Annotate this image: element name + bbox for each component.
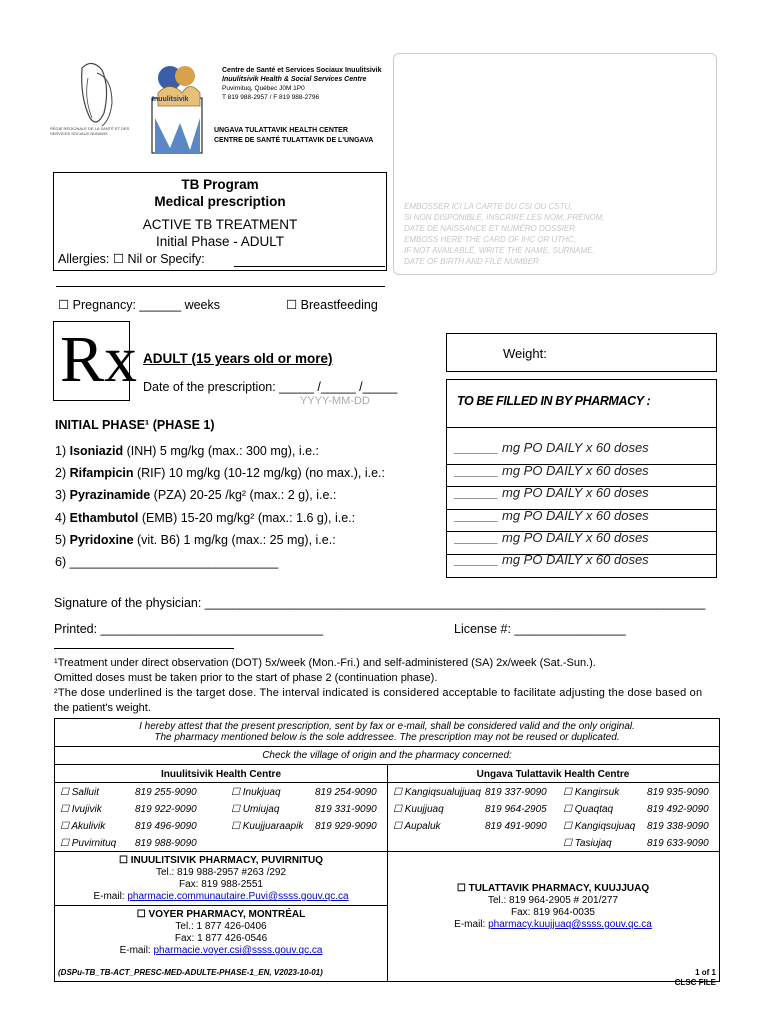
drug-row <box>55 533 336 547</box>
pharmacy-tel: Tel.: 819 988-2957 #263 /292 <box>155 867 287 878</box>
embosser-line: SI NON DISPONIBLE, INSCRIRE LES NOM, PRÉNOM, <box>404 213 605 222</box>
weight-box[interactable] <box>446 333 717 372</box>
pharmacy-voyer[interactable] <box>55 909 387 957</box>
inuulitsivik-logo <box>150 58 205 158</box>
embosser-area <box>393 53 717 275</box>
adult-rest: (15 years old or more) <box>187 351 333 366</box>
village-phone: 819 922-9090 <box>135 804 197 815</box>
divider <box>387 764 388 981</box>
village-checkbox[interactable]: ☐ Kangirsuk <box>563 787 620 798</box>
village-phone: 819 491-9090 <box>485 821 547 832</box>
drug-row <box>55 444 319 458</box>
drug-detail: (PZA) 20-25 /kg² (max.: 2 g), i.e.: <box>150 488 337 502</box>
file-label: CLSC FILE <box>674 978 716 987</box>
pharmacy-title: TO BE FILLED IN BY PHARMACY : <box>457 394 651 408</box>
drug-num: 6) <box>55 555 67 569</box>
village-phone: 819 988-9090 <box>135 838 197 849</box>
drug-num: 1) <box>55 444 67 458</box>
village-checkbox[interactable]: ☐ Inukjuaq <box>231 787 281 798</box>
rx-symbol: Rx <box>60 323 138 396</box>
tb-program: TB Program <box>181 177 259 192</box>
village-checkbox[interactable]: ☐ Akulivik <box>60 821 106 832</box>
village-checkbox[interactable]: ☐ Kuujjuaraapik <box>231 821 304 832</box>
drug-row <box>55 488 336 502</box>
embosser-text <box>404 201 604 267</box>
pharmacy-kuujjuaq[interactable] <box>387 883 719 931</box>
check-village: Check the village of origin and the pharmacy concerned: <box>262 750 512 761</box>
village-phone: 819 254-9090 <box>315 787 377 798</box>
drug-name: Pyridoxine <box>69 533 134 547</box>
ungava-line-2: CENTRE DE SANTÉ TULATTAVIK DE L'UNGAVA <box>214 137 374 144</box>
tb-subtitle <box>54 216 386 250</box>
pregnancy-field[interactable]: ☐ Pregnancy: ______ weeks <box>58 298 220 312</box>
pharmacy-title: ☐ VOYER PHARMACY, MONTRÉAL <box>136 909 306 920</box>
page-number: 1 of 1 <box>695 968 716 977</box>
drug-num: 4) <box>55 511 67 525</box>
initial-phase-heading: INITIAL PHASE¹ (PHASE 1) <box>55 418 215 432</box>
village-checkbox[interactable]: ☐ Puvirnituq <box>60 838 117 849</box>
drug-name: Rifampicin <box>69 466 134 480</box>
pharmacy-email-link[interactable]: pharmacy.kuujjuaq@ssss.gouv.qc.ca <box>488 919 652 930</box>
embosser-line: DATE OF BIRTH AND FILE NUMBER <box>404 257 539 266</box>
village-checkbox[interactable]: ☐ Kuujjuaq <box>393 804 444 815</box>
dose-6[interactable]: ______ mg PO DAILY x 60 doses <box>455 552 649 567</box>
inuulitsivik-logo-label: Inuulitsivik <box>152 96 189 103</box>
drug-num: 5) <box>55 533 67 547</box>
pharmacy-fax: Fax: 819 988-2551 <box>179 879 263 890</box>
pharmacy-tel: Tel.: 819 964-2905 # 201/277 <box>487 895 619 906</box>
email-label: E-mail: <box>119 945 154 956</box>
village-phone: 819 338-9090 <box>647 821 709 832</box>
drug-detail: (vit. B6) 1 mg/kg (max.: 25 mg), i.e.: <box>133 533 336 547</box>
date-format-hint: YYYY-MM-DD <box>300 395 370 407</box>
drug-row <box>55 511 355 525</box>
village-phone: 819 331-9090 <box>315 804 377 815</box>
attest-line-2: The pharmacy mentioned below is the sole addressee. The prescription may not be reused or duplicated. <box>154 732 620 743</box>
allergies-line <box>234 266 385 267</box>
village-checkbox[interactable]: ☐ Aupaluk <box>393 821 441 832</box>
dose-3[interactable]: ______ mg PO DAILY x 60 doses <box>455 485 649 500</box>
tb-phase: Initial Phase - ADULT <box>155 234 285 249</box>
village-phone: 819 492-9090 <box>647 804 709 815</box>
dose-4[interactable]: ______ mg PO DAILY x 60 doses <box>455 508 649 523</box>
tb-title <box>54 176 386 210</box>
page-info <box>675 968 716 988</box>
email-label: E-mail: <box>93 891 128 902</box>
village-checkbox[interactable]: ☐ Kangiqsujuaq <box>563 821 636 832</box>
village-checkbox[interactable]: ☐ Salluit <box>60 787 99 798</box>
divider <box>55 905 387 906</box>
embosser-line: EMBOSSER ICI LA CARTE DU CSI OU CSTU, <box>404 202 573 211</box>
ungava-line-1: UNGAVA TULATTAVIK HEALTH CENTER <box>214 127 348 134</box>
drug-detail: (EMB) 15-20 mg/kg² (max.: 1.6 g), i.e.: <box>138 511 356 525</box>
pharmacy-email-link[interactable]: pharmacie.communautaire.Puvi@ssss.gouv.qc.ca <box>127 891 349 902</box>
nunavik-logo-text: RÉGIE RÉGIONALE DE LA SANTÉ ET DES SERVICES SOCIAUX NUNAVIK <box>50 126 130 136</box>
embosser-line: IF NOT AVAILABLE, WRITE THE NAME, SURNAME, <box>404 246 595 255</box>
footnote-2: Omitted doses must be taken prior to the start of phase 2 (continuation phase). <box>54 672 438 684</box>
embosser-line: EMBOSS HERE THE CARD OF IHC OR UTHC, <box>404 235 576 244</box>
org-line-1: Centre de Santé et Services Sociaux Inuulitsivik <box>222 67 382 74</box>
embosser-line: DATE DE NAISSANCE ET NUMÉRO DOSSIER. <box>404 224 578 233</box>
allergies-line-2 <box>56 286 385 287</box>
org-line-3: Puvirnituq, Québec J0M 1P0 <box>222 85 305 92</box>
drug-detail: (INH) 5 mg/kg (max.: 300 mg), i.e.: <box>123 444 319 458</box>
allergies-field[interactable]: Allergies: ☐ Nil or Specify: <box>58 252 205 266</box>
footnote-1: ¹Treatment under direct observation (DOT) 5x/week (Mon.-Fri.) and self-administered (SA) 2x/week (Sat.-Sun.). <box>54 657 596 669</box>
village-checkbox[interactable]: ☐ Umiujaq <box>231 804 280 815</box>
divider <box>447 427 716 428</box>
village-phone: 819 935-9090 <box>647 787 709 798</box>
village-checkbox[interactable]: ☐ Tasiujaq <box>563 838 612 849</box>
pharmacy-title: ☐ INUULITSIVIK PHARMACY, PUVIRNITUQ <box>119 855 323 866</box>
tb-medical: Medical prescription <box>154 194 286 209</box>
drug-row <box>55 466 385 480</box>
footnote-3: ²The dose underlined is the target dose. The interval indicated is considered acceptable to facilitate adjusting the dose based on <box>54 687 703 699</box>
drug-num: 3) <box>55 488 67 502</box>
ungava-hc-heading: Ungava Tulattavik Health Centre <box>476 769 630 780</box>
attest-line-1: I hereby attest that the present prescription, sent by fax or e-mail, shall be considered valid and the only original. <box>139 721 635 732</box>
dose-5[interactable]: ______ mg PO DAILY x 60 doses <box>455 530 649 545</box>
divider <box>55 746 719 747</box>
tb-treatment: ACTIVE TB TREATMENT <box>142 217 298 232</box>
pharmacy-puvirnituq[interactable] <box>55 855 387 903</box>
org-info <box>222 66 392 102</box>
footnote-4: the patient's weight. <box>54 702 151 714</box>
village-phone: 819 255-9090 <box>135 787 197 798</box>
ungava-info <box>214 126 373 146</box>
village-phone: 819 496-9090 <box>135 821 197 832</box>
drug-name: Isoniazid <box>69 444 124 458</box>
village-checkbox[interactable]: ☐ Quaqtaq <box>563 804 614 815</box>
footnote-divider <box>54 648 234 649</box>
village-phone: 819 929-9090 <box>315 821 377 832</box>
village-checkbox[interactable]: ☐ Kangiqsualujjuaq <box>393 787 481 798</box>
drug-name: Ethambutol <box>69 511 139 525</box>
pharmacy-tel: Tel.: 1 877 426-0406 <box>175 921 267 932</box>
village-checkbox[interactable]: ☐ Ivujivik <box>60 804 102 815</box>
divider <box>55 851 719 852</box>
license-number[interactable]: License #: ________________ <box>454 622 626 636</box>
printed-name[interactable]: Printed: ________________________________ <box>54 622 324 636</box>
pharmacy-email-link[interactable]: pharmacie.voyer.csi@ssss.gouv.qc.ca <box>153 945 323 956</box>
org-line-4: T 819 988-2957 / F 819 988-2796 <box>222 94 320 101</box>
pharmacy-box <box>446 379 717 578</box>
weight-label: Weight: <box>503 346 547 361</box>
email-label: E-mail: <box>454 919 489 930</box>
pharmacy-fax: Fax: 1 877 426-0546 <box>174 933 268 944</box>
dose-1[interactable]: ______ mg PO DAILY x 60 doses <box>455 440 649 455</box>
rx-box <box>53 321 138 401</box>
drug-name: Pyrazinamide <box>69 488 151 502</box>
physician-signature[interactable]: Signature of the physician: ________________________________________________________________________ <box>54 596 706 610</box>
village-phone: 819 337-9090 <box>485 787 547 798</box>
drug-detail: (RIF) 10 mg/kg (10-12 mg/kg) (no max.), i.e.: <box>133 466 385 480</box>
divider <box>55 782 719 783</box>
village-phone: 819 964-2905 <box>485 804 547 815</box>
org-line-2: Inuulitsivik Health & Social Services Centre <box>222 76 367 83</box>
drug-row[interactable] <box>55 555 278 569</box>
dose-2[interactable]: ______ mg PO DAILY x 60 doses <box>455 463 649 478</box>
prescription-date[interactable]: Date of the prescription: _____ /_____ /_____ <box>143 380 398 394</box>
inuulitsivik-hc-heading: Inuulitsivik Health Centre <box>160 769 282 780</box>
village-phone: 819 633-9090 <box>647 838 709 849</box>
drug-num: 2) <box>55 466 67 480</box>
attestation-box <box>54 718 720 982</box>
breastfeeding-checkbox[interactable]: ☐ Breastfeeding <box>286 298 378 312</box>
drug-detail: ______________________________ <box>69 555 279 569</box>
pharmacy-title: ☐ TULATTAVIK PHARMACY, KUUJJUAQ <box>456 883 650 894</box>
adult-title: ADULT <box>143 351 188 366</box>
pharmacy-fax: Fax: 819 964-0035 <box>511 907 595 918</box>
form-code: (DSPu-TB_TB-ACT_PRESC-MED-ADULTE-PHASE-1_EN, V2023-10-01) <box>58 968 323 977</box>
adult-heading <box>143 351 333 366</box>
